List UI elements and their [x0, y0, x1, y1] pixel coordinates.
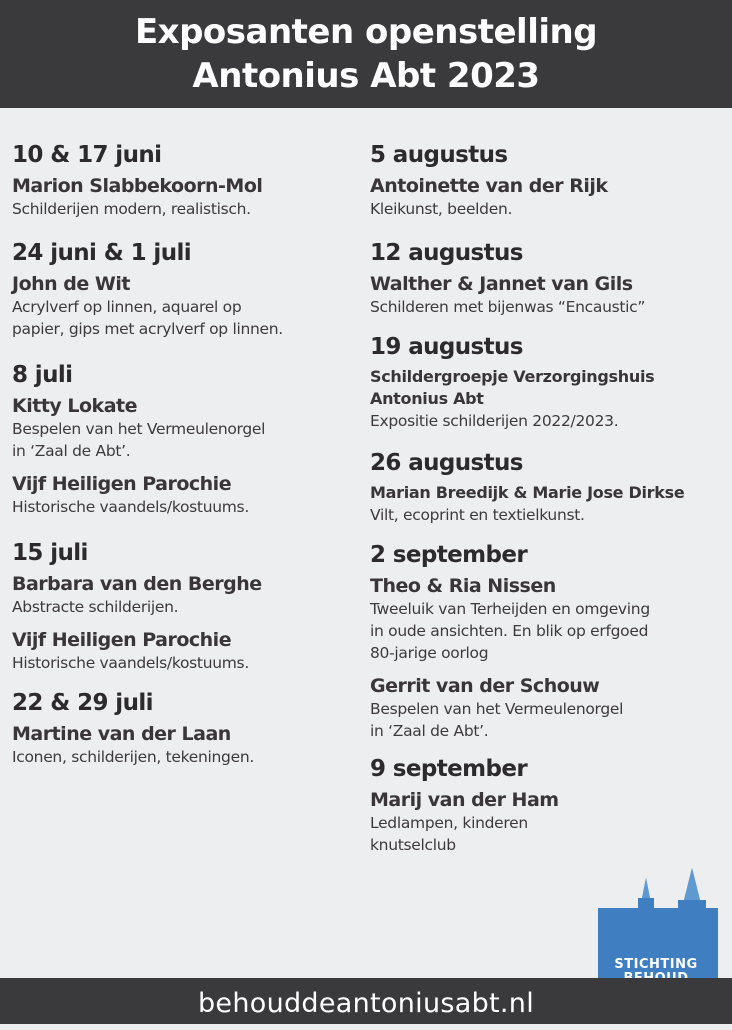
- page-footer: [0, 978, 732, 1024]
- exhibitor-name: Schildergroepje Verzorgingshuis: [370, 367, 655, 386]
- exhibitor-description: Ledlampen, kinderen: [370, 814, 528, 832]
- event-date: 24 juni & 1 juli: [12, 240, 192, 266]
- event-date: 2 september: [370, 542, 528, 568]
- exhibitor-description: 80-jarige oorlog: [370, 644, 489, 662]
- exhibitor-name-line-2: Antonius Abt: [370, 389, 484, 408]
- exhibitor-description: Expositie schilderijen 2022/2023.: [370, 412, 619, 430]
- event-date: 19 augustus: [370, 334, 523, 360]
- event-date: 5 augustus: [370, 142, 508, 168]
- exhibitor-description: Bespelen van het Vermeulenorgel: [370, 700, 624, 718]
- exhibitor-description: Schilderijen modern, realistisch.: [12, 200, 251, 218]
- title-line-1: Exposanten openstelling: [134, 12, 598, 52]
- event-date: 10 & 17 juni: [12, 142, 162, 168]
- schedule-section: [12, 688, 362, 768]
- exhibitor-description: in ‘Zaal de Abt’.: [370, 722, 489, 740]
- exhibitor-name: Kitty Lokate: [12, 395, 137, 417]
- event-date: 9 september: [370, 756, 528, 782]
- exhibitor-description: in ‘Zaal de Abt’.: [12, 442, 131, 460]
- schedule-section: [370, 238, 730, 318]
- event-date: 15 juli: [12, 540, 88, 566]
- exhibitor-name: Vijf Heiligen Parochie: [12, 473, 232, 495]
- exhibitor-description: Abstracte schilderijen.: [12, 598, 179, 616]
- exhibitor-description: Acrylverf op linnen, aquarel op: [12, 298, 242, 316]
- title-line-2: Antonius Abt 2023: [192, 56, 540, 96]
- exhibitor-entry: [12, 572, 362, 618]
- exhibitor-name: John de Wit: [12, 273, 130, 295]
- exhibitor-description: Bespelen van het Vermeulenorgel: [12, 420, 266, 438]
- schedule-section: [12, 360, 362, 518]
- exhibitor-description: Historische vaandels/kostuums.: [12, 498, 249, 516]
- exhibitor-description: Historische vaandels/kostuums.: [12, 654, 249, 672]
- exhibitor-entry: [12, 472, 362, 518]
- exhibitor-entry: [12, 174, 362, 220]
- exhibitor-entry: [12, 394, 362, 462]
- exhibitor-name: Barbara van den Berghe: [12, 573, 262, 595]
- exhibitor-entry: [370, 788, 730, 856]
- exhibitor-description: Schilderen met bijenwas “Encaustic”: [370, 298, 646, 316]
- schedule-section: [370, 332, 730, 432]
- event-date: 22 & 29 juli: [12, 690, 153, 716]
- event-date: 12 augustus: [370, 240, 523, 266]
- exhibitor-entry: [370, 482, 730, 526]
- exhibitor-entry: [370, 272, 730, 318]
- exhibitor-name: Marion Slabbekoorn-Mol: [12, 175, 263, 197]
- exhibitor-entry: [370, 174, 730, 220]
- exhibitor-name: Marian Breedijk & Marie Jose Dirkse: [370, 483, 685, 502]
- exhibitor-description: in oude ansichten. En blik op erfgoed: [370, 622, 649, 640]
- logo-line-1: STICHTING: [614, 957, 698, 972]
- exhibitor-name: Theo & Ria Nissen: [370, 575, 556, 597]
- exhibitor-name: Gerrit van der Schouw: [370, 675, 600, 697]
- exhibitor-name: Marij van der Ham: [370, 789, 559, 811]
- event-date: 26 augustus: [370, 450, 523, 476]
- left-column: [12, 140, 362, 780]
- schedule-section: [12, 238, 362, 340]
- exhibitor-description: Tweeluik van Terheijden en omgeving: [370, 600, 650, 618]
- right-column: [370, 140, 730, 868]
- exhibitor-name: Antoinette van der Rijk: [370, 175, 608, 197]
- exhibitor-entry: [12, 722, 362, 768]
- schedule-section: [12, 538, 362, 674]
- exhibitor-name: Vijf Heiligen Parochie: [12, 629, 232, 651]
- exhibitor-name: Martine van der Laan: [12, 723, 231, 745]
- website-url: behouddeantoniusabt.nl: [197, 988, 534, 1019]
- exhibitor-description: papier, gips met acrylverf op linnen.: [12, 320, 283, 338]
- exhibitor-description: Vilt, ecoprint en textielkunst.: [370, 506, 585, 524]
- exhibitor-description: knutselclub: [370, 836, 456, 854]
- exhibitor-entry: [370, 674, 730, 742]
- schedule-section: [370, 754, 730, 856]
- schedule-section: [12, 140, 362, 220]
- page-header: [0, 0, 732, 108]
- exhibitor-entry: [12, 272, 362, 340]
- exhibitor-description: Iconen, schilderijen, tekeningen.: [12, 748, 254, 766]
- exhibitor-entry: [370, 366, 730, 432]
- exhibitor-entry: [370, 574, 730, 664]
- exhibitor-description: Kleikunst, beelden.: [370, 200, 513, 218]
- schedule-section: [370, 448, 730, 526]
- schedule-section: [370, 140, 730, 220]
- exhibitor-entry: [12, 628, 362, 674]
- exhibitor-name: Walther & Jannet van Gils: [370, 273, 633, 295]
- event-date: 8 juli: [12, 362, 73, 388]
- schedule-section: [370, 540, 730, 742]
